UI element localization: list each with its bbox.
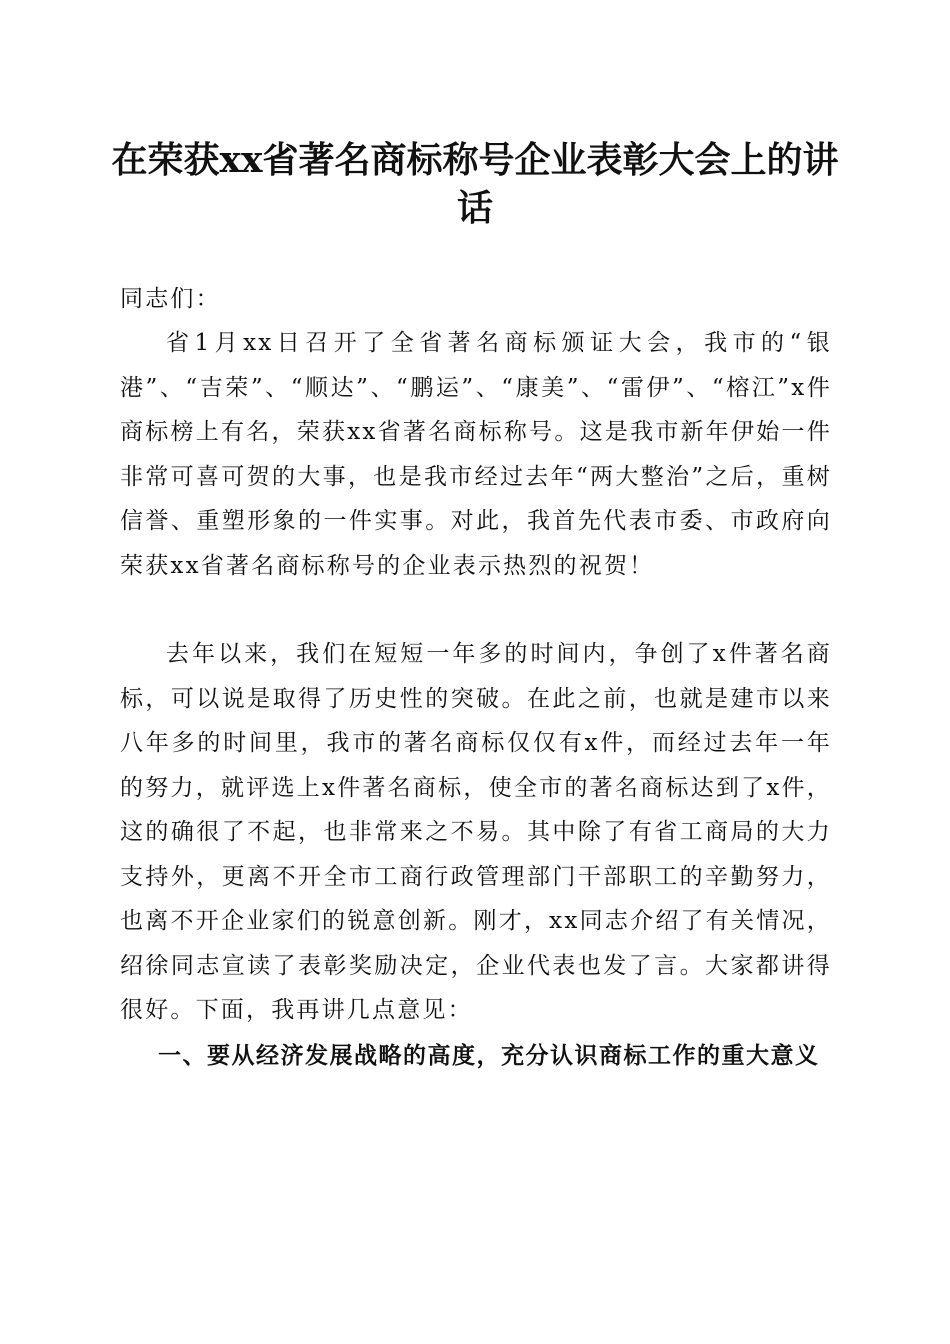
- section-heading: 一、要从经济发展战略的高度，充分认识商标工作的重大意义: [158, 1043, 820, 1069]
- document-title: 在荣获xx省著名商标称号企业表彰大会上的讲话: [111, 139, 839, 229]
- greeting: 同志们：: [120, 286, 221, 312]
- paragraph-2: 去年以来，我们在短短一年多的时间内，争创了x件著名商标，可以说是取得了历史性的突破。在此之前，也就是建市以来八年多的时间里，我市的著名商标仅仅有x件，而经过去年一年的努力，就评选上x件著名商标，使全市的著名商标达到了x件，这的确很了不起，也非常来之不易。其中除了有省工商局的大力支持外，更离不开全市工商行政管理部门干部职工的辛勤努力，也离不开企业家们的锐意创新。刚才，xx同志介绍了有关情况，绍徐同志宣读了表彰奖励决定，企业代表也发了言。大家都讲得很好。下面，我再讲几点意见：: [120, 641, 832, 1023]
- paragraph-1: 省1月xx日召开了全省著名商标颁证大会，我市的“银港”、“吉荣”、“顺达”、“鹏运”、“康美”、“雷伊”、“榕江”x件商标榜上有名，荣获xx省著名商标称号。这是我市新年伊始一件非常可喜可贺的大事，也是我市经过去年“两大整治”之后，重树信誉、重塑形象的一件实事。对此，我首先代表市委、市政府向荣获xx省著名商标称号的企业表示热烈的祝贺！: [120, 330, 832, 579]
